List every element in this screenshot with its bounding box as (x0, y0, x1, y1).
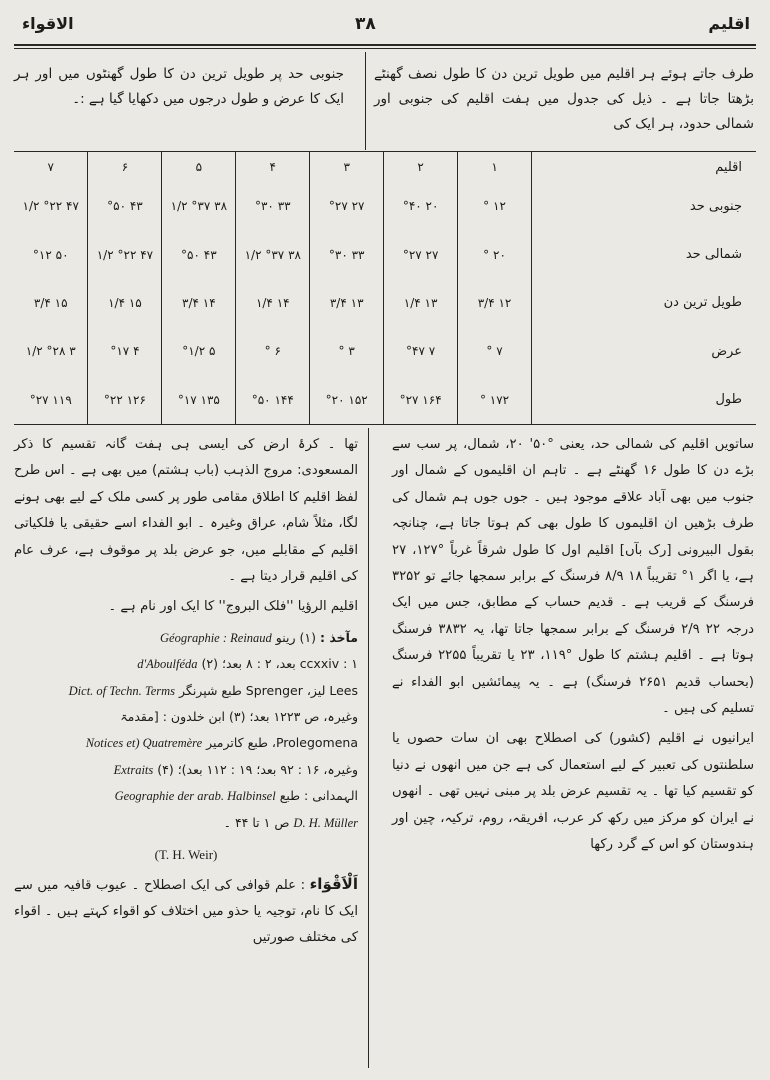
row-label: عرض (532, 327, 757, 375)
paragraph: تھا ۔ کرۂ ارض کی ایسی ہی ہفت گانہ تقسیم کا ذکر المسعودی: مروج الذہب (باب ہشتم) میں بھی ہے ۔ اس طرح لفظ اقلیم کا اطلاق مقامی طور پر کسی ملک کے لیے بھی ہونے لگا، مثلاً شام، عراق وغیرہ ۔ ابو الفداء اسے حقیقی یا فلکیاتی اقلیم کے مقابلے میں، جو عرض بلد پر موقوف ہے، عرف عام کی اقلیم قرار دیتا ہے ۔ (14, 437, 358, 585)
table-cell: ۴۷ °۲۲ ۱/۲ (22, 199, 79, 214)
body-column-divider (368, 428, 369, 1068)
table-cell: ۷ ° (458, 327, 532, 375)
paragraph: ساتویں اقلیم کی شمالی حد، یعنی °۵۰' ۲۰، شمال، پر سب سے بڑے دن کا طول ۱۶ گھنٹے ہے ۔ تاہم ان اقلیموں کے شمال اور جنوب میں بھی آباد علاقے موجود ہیں ۔ جوں جوں ہم شمال کی طرف بڑھیں ان اقلیموں کا طول بھی کم ہوتا جاتا ہے، چنانچہ بقول البیرونی [رک بآں] اقلیم اول کا طول شرقاً غرباً °۱۲۷، ۲۷ ہے، یا اگر ۱° تقریباً ۱۸ ۸/۹ فرسنگ کے برابر سمجھا جائے تو ۳۲۵۲ فرسنگ کے قریب ہے ۔ قدیم حساب کے مطابق، جس میں ایک درجہ ۲۲ ۲/۹ فرسنگ کے برابر سمجھا جاتا تھا، یہ ۳۸۳۲ فرسنگ ہوتا ہے ۔ اقلیم ہشتم کا طول °۱۱۹، ۲۳ یا تقریباً ۲۲۵۵ فرسنگ (بحساب قدیم ۲۶۵۱ فرسنگ) ہے ۔ یہ پیمائشیں ابو الفداء نے تسلیم کی ہیں ۔ (392, 437, 755, 717)
table-row-longitude (14, 376, 756, 424)
table-cell: ۳ ° (310, 327, 384, 375)
running-head-left: الاقواء (22, 14, 74, 33)
row-label: شمالی حد (532, 230, 757, 278)
bib-latin: Notices et) Quatremère (85, 736, 203, 751)
table-cell: ۶ ° (236, 327, 310, 375)
table-cell: ۱۴۴ °۵۰ (236, 376, 310, 424)
header-rule-thin (14, 48, 756, 49)
bib-line (14, 757, 358, 783)
bib-line (14, 678, 358, 704)
table-cell: ۱۷۲ ° (458, 376, 532, 424)
table-cell: ۴۷ °۲۲ ۱/۲ (88, 230, 162, 278)
column-3: ۳ (310, 152, 384, 182)
column-2: ۲ (384, 152, 458, 182)
row-label: طول (532, 376, 757, 424)
bib-label: مآخذ : (319, 629, 358, 645)
bib-latin: Dict. of Techn. Terms (68, 683, 176, 698)
column-4: ۴ (236, 152, 310, 182)
bibliography (14, 625, 358, 836)
intro-column-divider (365, 52, 366, 150)
running-head-right: اقلیم (708, 14, 750, 33)
table-cell: ۵ °۱/۲ (162, 327, 236, 375)
table-cell: ۱۳ ۳/۴ (310, 279, 384, 327)
table-cell: ۱۴ ۳/۴ (162, 279, 236, 327)
left-column (14, 432, 358, 956)
article-author: (T. H. Weir) (154, 847, 218, 863)
table-cell: ۴۳ °۵۰ (88, 182, 162, 230)
column-5: ۵ (162, 152, 236, 182)
table-cell: ۲۷ °۲۷ (384, 230, 458, 278)
headword: اَلْاَقْوَاء (309, 874, 358, 893)
column-7: ۷ (47, 160, 54, 174)
bib-latin: D. H. Müller (293, 815, 358, 830)
bib-line (14, 730, 358, 756)
table-cell: ۴ °۱۷ (88, 327, 162, 375)
table-cell: ۱۶۴ °۲۷ (384, 376, 458, 424)
bib-text: ص ۱ تا ۴۴ ۔ (223, 814, 290, 830)
paragraph (14, 871, 358, 952)
column-6: ۶ (88, 152, 162, 182)
table-cell: ۳۳ °۳۰ (310, 230, 384, 278)
bib-latin: Geographie der arab. Halbinsel (114, 789, 276, 804)
bib-line (14, 625, 358, 651)
table-cell: ۱۵ ۱/۴ (88, 279, 162, 327)
table-cell: ۱۴ ۱/۴ (236, 279, 310, 327)
bib-text: الہمدانی : طبع (279, 788, 358, 804)
table-row-longest-day (14, 279, 756, 327)
bib-line (14, 783, 358, 809)
bib-text: (۱) رینو (275, 629, 316, 645)
table-cell: ۱۳۵ °۱۷ (162, 376, 236, 424)
bib-text: Lees لیز، Sprenger طبع شپرنگر (179, 682, 358, 698)
intro-left-text: جنوبی حد پر طویل ترین دن کا طول گھنٹوں میں اور ہر ایک کا عرض و طول درجوں میں دکھایا گیا ہے :۔ (14, 66, 344, 107)
bib-line (14, 704, 358, 730)
table-cell: ۲۰ °۴۰ (384, 182, 458, 230)
table-cell: ۳۸ °۳۷ ۱/۲ (236, 230, 310, 278)
bib-text: وغیرہ، ص ۱۲۲۳ بعد؛ (۳) ابن خلدون : [مقدمۃ (120, 709, 358, 725)
page-number: ۳۸ (355, 14, 376, 34)
bib-text: ۱ : ccxxiv بعد، ۲ : ۸ بعد؛ (۲) (201, 656, 358, 672)
bib-latin: Extraits (113, 762, 154, 777)
table-cell: ۱۵ ۳/۴ (33, 295, 68, 310)
row-label: طویل ترین دن (532, 279, 757, 327)
table-cell: ۱۲۶ °۲۲ (88, 376, 162, 424)
table-row-latitude (14, 327, 756, 375)
right-column (392, 432, 754, 863)
table-cell: ۱۵۲ °۲۰ (310, 376, 384, 424)
paragraph: ایرانیوں نے اقلیم (کشور) کی اصطلاح بھی ان سات حصوں یا سلطنتوں کی تعبیر کے لیے استعمال کی ہے جن میں انھوں نے دنیا کو تقسیم کیا تھا ۔ یہ تقسیم عرض بلد پر مبنی نہیں تھی ۔ انھوں نے ایران کو مرکز میں رکھ کر عرب، افریقہ، روم، ترکیہ، چین اور ہندوستان کو اس کے گرد رکھا (392, 731, 754, 853)
table-row-southern-limit (14, 182, 756, 230)
header-rule (14, 44, 756, 46)
climate-table (14, 152, 756, 424)
intro-right-text: طرف جاتے ہوئے ہر اقلیم میں طویل ترین دن کا طول نصف گھنٹے بڑھتا جاتا ہے ۔ ذیل کی جدول میں ہفت اقلیم کی جنوبی اور شمالی حدود، ہر ایک کی (374, 66, 754, 132)
paragraph-text: : علم قوافی کی ایک اصطلاح ۔ عیوب قافیہ میں سے ایک کا نام، توجیہ یا حذو میں اختلاف کو اقواء کہتے ہیں ۔ اقواء کی مختلف صورتیں (14, 877, 358, 946)
row-label: جنوبی حد (532, 182, 757, 230)
table-header-row (14, 152, 756, 182)
table-label-header: اقلیم (532, 152, 757, 182)
table-cell: ۱۲ ° (458, 182, 532, 230)
table-cell: ۱۳ ۱/۴ (384, 279, 458, 327)
table-bottom-rule (14, 424, 756, 425)
table-cell: ۵۰ °۱۲ (32, 247, 69, 262)
bib-text: Prolegomena، طبع کاترمیر (206, 735, 358, 751)
bib-latin: Géographie : Reinaud (160, 630, 272, 645)
table-cell: ۱۱۹ °۲۷ (29, 392, 72, 407)
paragraph: اقلیم الرؤیا ''فلک البروج'' کا ایک اور نام ہے ۔ (108, 599, 358, 615)
table-cell: ۳ °۲۸ ۱/۲ (25, 344, 76, 359)
table-cell: ۲۷ °۲۷ (310, 182, 384, 230)
table-cell: ۱۲ ۳/۴ (458, 279, 532, 327)
table-cell: ۳۸ °۳۷ ۱/۲ (162, 182, 236, 230)
bib-latin: d'Aboulféda (137, 657, 198, 672)
bib-line (14, 651, 358, 677)
table-cell: ۲۰ ° (458, 230, 532, 278)
table-cell: ۳۳ °۳۰ (236, 182, 310, 230)
table-cell: ۷ °۴۷ (384, 327, 458, 375)
column-1: ۱ (458, 152, 532, 182)
table-cell: ۴۳ °۵۰ (162, 230, 236, 278)
bib-line (14, 810, 358, 836)
table-row-northern-limit (14, 230, 756, 278)
bib-text: وغیرہ، ۱۶ : ۹۲ بعد؛ ۱۹ : ۱۱۲ بعد)؛ (۴) (157, 761, 358, 777)
